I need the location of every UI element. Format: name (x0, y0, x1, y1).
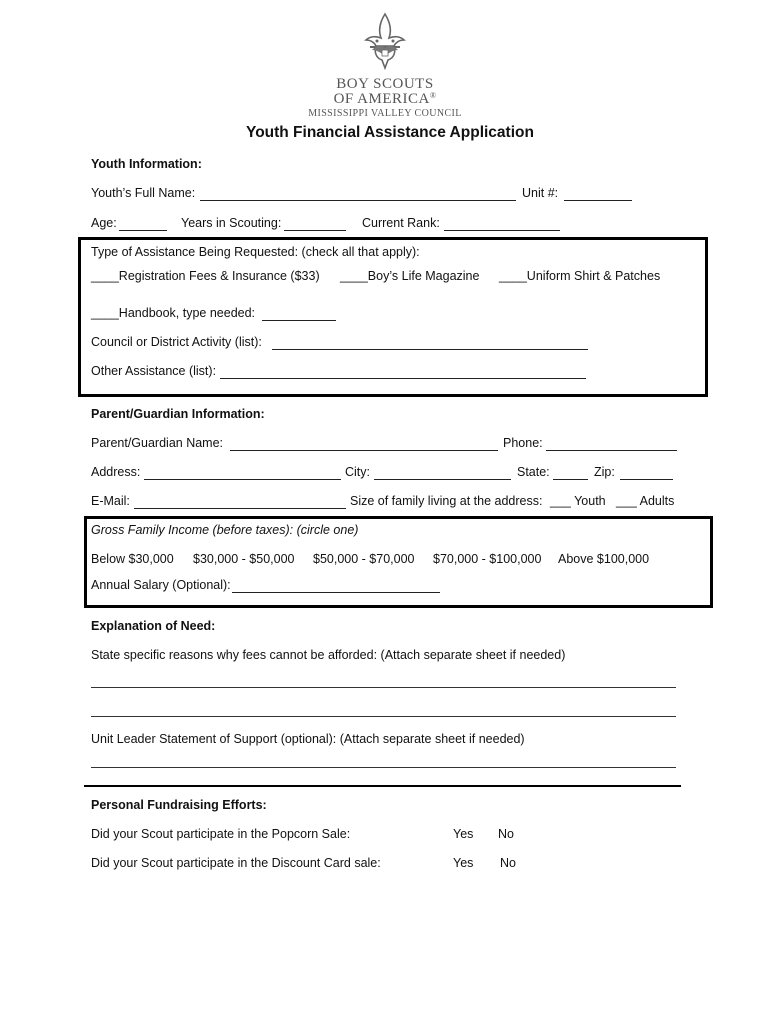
discount-no[interactable]: No (500, 856, 516, 870)
income-option-4[interactable]: $70,000 - $100,000 (433, 552, 542, 566)
current-rank-label: Current Rank: (362, 216, 440, 230)
family-size-label: Size of family living at the address: (350, 494, 543, 508)
family-adults-count[interactable]: ___ Adults (616, 494, 675, 508)
parent-name-label: Parent/Guardian Name: (91, 436, 224, 450)
annual-salary-label: Annual Salary (Optional): (91, 578, 231, 592)
annual-salary-field[interactable] (232, 579, 440, 593)
bsa-emblem-icon (356, 12, 414, 72)
reasons-line-1[interactable] (91, 687, 676, 688)
need-heading: Explanation of Need: (91, 619, 216, 633)
state-label: State: (517, 465, 550, 479)
opt-handbook[interactable]: ____Handbook, type needed: (91, 306, 256, 320)
address-field[interactable] (144, 466, 341, 480)
email-field[interactable] (134, 495, 346, 509)
parent-info-heading: Parent/Guardian Information: (91, 407, 265, 421)
page-title: Youth Financial Assistance Application (246, 124, 534, 141)
city-field[interactable] (374, 466, 511, 480)
popcorn-yes[interactable]: Yes (453, 827, 474, 841)
discount-card-question: Did your Scout participate in the Discount Card sale: (91, 856, 381, 870)
years-scouting-field[interactable] (284, 217, 346, 231)
popcorn-no[interactable]: No (498, 827, 514, 841)
income-option-5[interactable]: Above $100,000 (558, 552, 650, 566)
council-activity-label: Council or District Activity (list): (91, 335, 262, 349)
leader-statement-line[interactable] (91, 767, 676, 768)
reasons-prompt: State specific reasons why fees cannot be afforded: (Attach separate sheet if needed) (91, 648, 566, 662)
years-scouting-label: Years in Scouting: (181, 216, 282, 230)
email-label: E-Mail: (91, 494, 130, 508)
handbook-type-field[interactable] (262, 307, 336, 321)
opt-boys-life[interactable]: ____Boy’s Life Magazine (340, 269, 480, 283)
other-assistance-field[interactable] (220, 365, 586, 379)
income-option-1[interactable]: Below $30,000 (91, 552, 174, 566)
other-assistance-label: Other Assistance (list): (91, 364, 217, 378)
org-name-line2-text: OF AMERICA (333, 91, 430, 107)
phone-label: Phone: (503, 436, 543, 450)
zip-label: Zip: (594, 465, 615, 479)
current-rank-field[interactable] (444, 217, 560, 231)
org-name-line1: BOY SCOUTS (336, 76, 434, 92)
discount-yes[interactable]: Yes (453, 856, 474, 870)
state-field[interactable] (553, 466, 588, 480)
address-label: Address: (91, 465, 141, 479)
youth-info-heading: Youth Information: (91, 157, 202, 171)
youth-full-name-field[interactable] (200, 187, 516, 201)
leader-statement-prompt: Unit Leader Statement of Support (optional): (Attach separate sheet if needed) (91, 732, 525, 746)
unit-field[interactable] (564, 187, 632, 201)
section-divider (84, 785, 681, 787)
phone-field[interactable] (546, 437, 677, 451)
registered-mark: ® (429, 91, 437, 100)
opt-uniform[interactable]: ____Uniform Shirt & Patches (499, 269, 661, 283)
zip-field[interactable] (620, 466, 673, 480)
council-activity-field[interactable] (272, 336, 588, 350)
popcorn-question: Did your Scout participate in the Popcorn Sale: (91, 827, 351, 841)
opt-registration-fees[interactable]: ____Registration Fees & Insurance ($33) (91, 269, 320, 283)
council-name: MISSISSIPPI VALLEY COUNCIL (308, 108, 462, 119)
parent-name-field[interactable] (230, 437, 498, 451)
city-label: City: (345, 465, 370, 479)
fundraising-heading: Personal Fundraising Efforts: (91, 798, 267, 812)
age-field[interactable] (119, 217, 167, 231)
income-prompt: Gross Family Income (before taxes): (circle one) (91, 523, 359, 537)
reasons-line-2[interactable] (91, 716, 676, 717)
family-youth-count[interactable]: ___ Youth (550, 494, 606, 508)
youth-full-name-label: Youth’s Full Name: (91, 186, 196, 200)
income-option-2[interactable]: $30,000 - $50,000 (193, 552, 295, 566)
age-label: Age: (91, 216, 117, 230)
unit-label: Unit #: (522, 186, 559, 200)
income-option-3[interactable]: $50,000 - $70,000 (313, 552, 415, 566)
org-name-line2 (300, 91, 470, 108)
assistance-prompt: Type of Assistance Being Requested: (check all that apply): (91, 245, 420, 259)
